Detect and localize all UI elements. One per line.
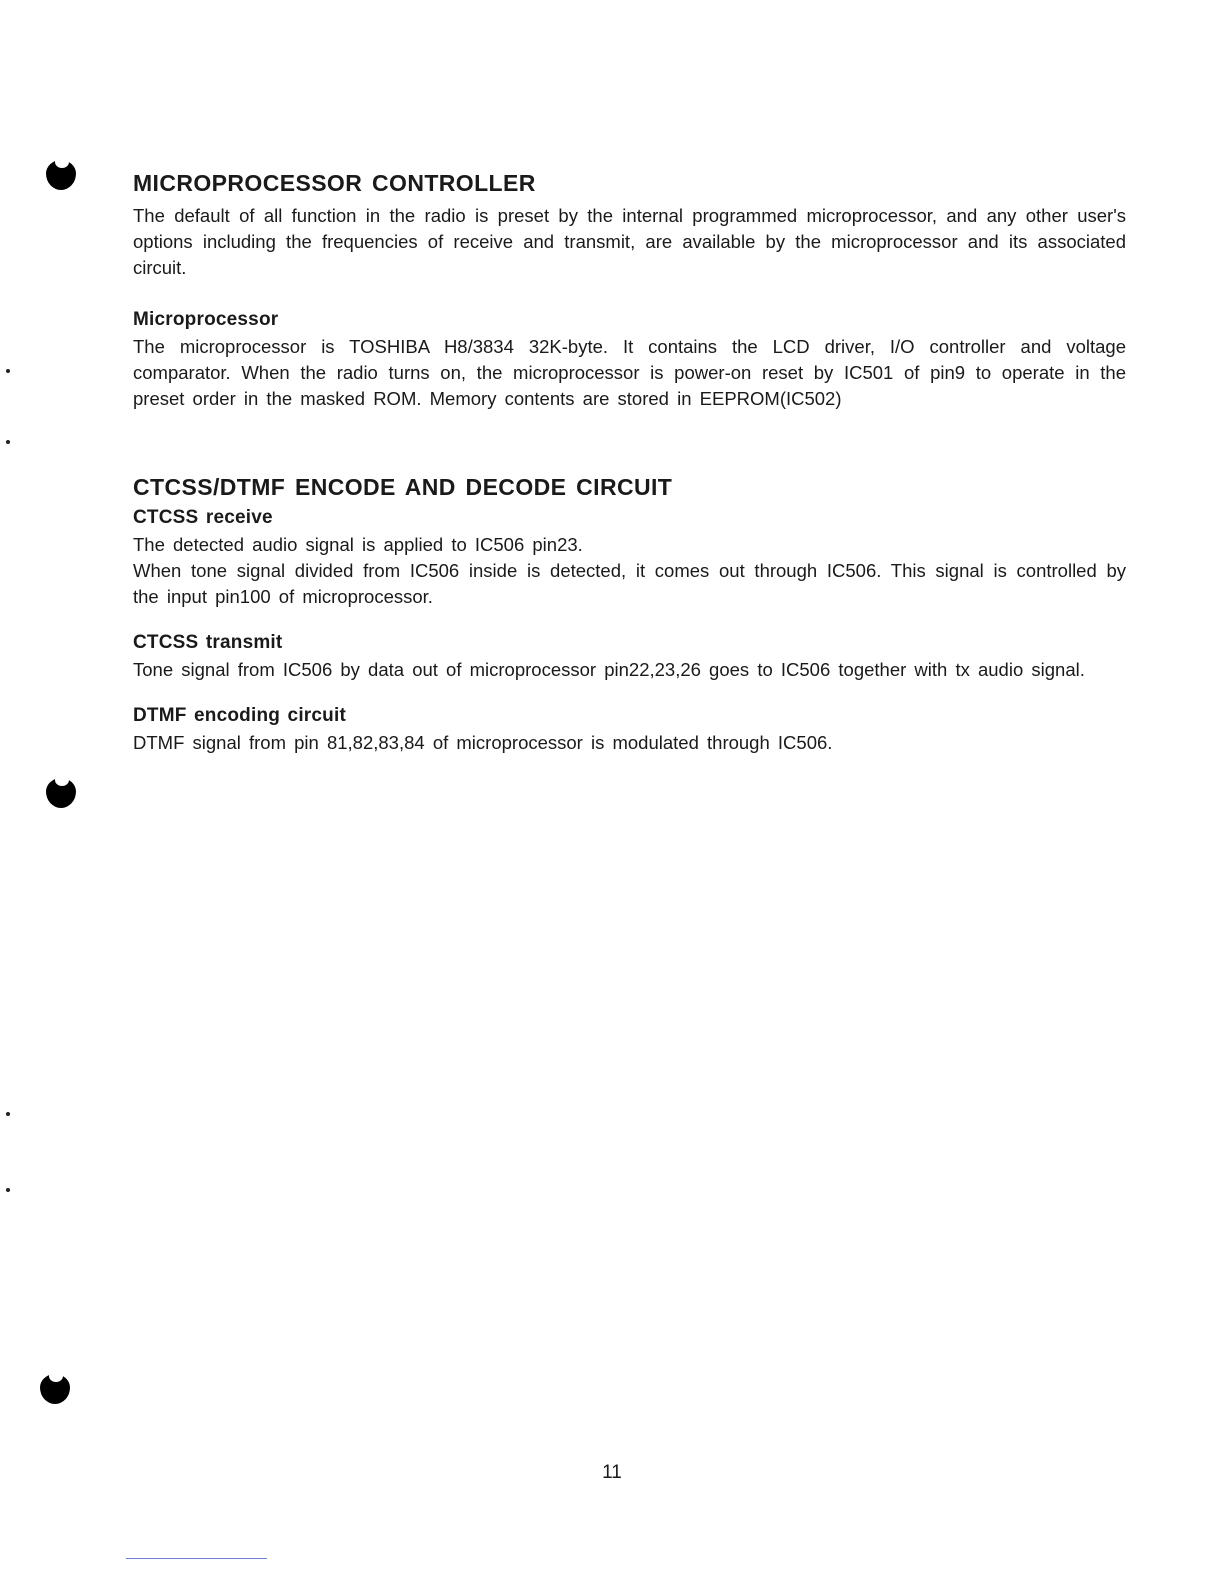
section-microprocessor-controller bbox=[133, 170, 1126, 412]
paragraph: Tone signal from IC506 by data out of microprocessor pin22,23,26 goes to IC506 together with tx audio signal. bbox=[133, 659, 1085, 680]
subsection-heading: CTCSS transmit bbox=[133, 632, 283, 653]
scan-speck bbox=[6, 1112, 10, 1116]
subsection-heading: Microprocessor bbox=[133, 309, 279, 330]
scan-speck bbox=[6, 440, 10, 444]
binder-hole-mark bbox=[46, 160, 76, 190]
section-intro: The default of all function in the radio is preset by the internal programmed microprocessor, and any other user's options including the frequencies of receive and transmit, are available by the microprocessor and its associated circuit. bbox=[133, 205, 1126, 278]
scan-speck bbox=[6, 369, 10, 373]
section-heading: CTCSS/DTMF ENCODE AND DECODE CIRCUIT bbox=[133, 474, 673, 500]
paragraph: The microprocessor is TOSHIBA H8/3834 32K-byte. It contains the LCD driver, I/O controller and voltage comparator. When the radio turns on, the microprocessor is power-on reset by IC501 of pin9 to operate in the preset order in the masked ROM. Memory contents are stored in EEPROM(IC502) bbox=[133, 336, 1126, 409]
subsection-heading: CTCSS receive bbox=[133, 507, 273, 528]
binder-hole-mark bbox=[46, 778, 76, 808]
binder-hole-mark bbox=[40, 1374, 70, 1404]
section-heading: MICROPROCESSOR CONTROLLER bbox=[133, 170, 536, 196]
subsection-heading: DTMF encoding circuit bbox=[133, 705, 346, 726]
subsection-dtmf-encoding bbox=[133, 705, 1126, 756]
subsection-ctcss-receive bbox=[133, 507, 1126, 610]
paragraph: DTMF signal from pin 81,82,83,84 of microprocessor is modulated through IC506. bbox=[133, 732, 833, 753]
page-number: 11 bbox=[602, 1462, 622, 1483]
paragraph: The detected audio signal is applied to IC506 pin23. bbox=[133, 534, 583, 555]
subsection-ctcss-transmit bbox=[133, 632, 1126, 683]
footer-rule bbox=[126, 1558, 267, 1559]
document-body bbox=[133, 170, 1126, 756]
scan-speck bbox=[6, 1188, 10, 1192]
section-ctcss-dtmf bbox=[133, 474, 1126, 756]
subsection-microprocessor bbox=[133, 309, 1126, 412]
paragraph: When tone signal divided from IC506 inside is detected, it comes out through IC506. This signal is controlled by the input pin100 of microprocessor. bbox=[133, 560, 1126, 607]
